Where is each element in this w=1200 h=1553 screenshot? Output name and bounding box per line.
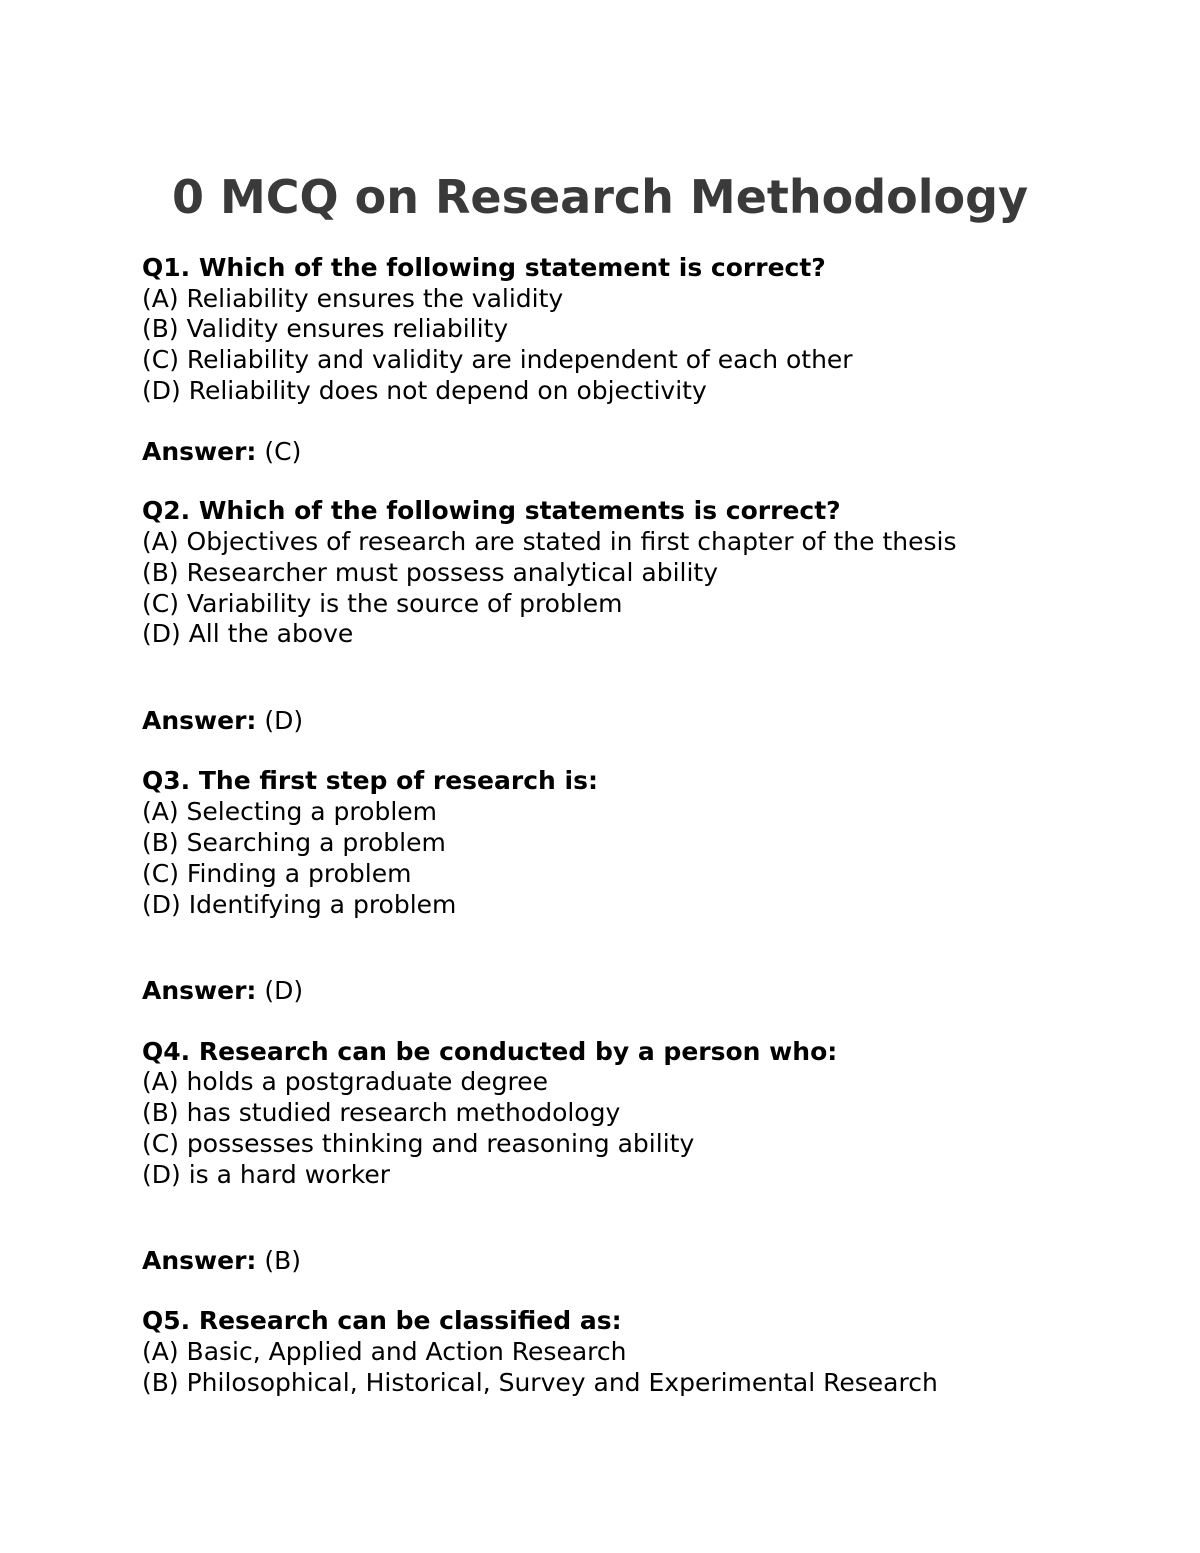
q1-option-d: (D) Reliability does not depend on objectivity xyxy=(142,376,707,405)
q1-option-b: (B) Validity ensures reliability xyxy=(142,314,509,343)
q4-option-b: (B) has studied research methodology xyxy=(142,1098,621,1127)
q1-option-c: (C) Reliability and validity are independent of each other xyxy=(142,345,853,374)
answer-label: Answer: xyxy=(142,437,257,466)
answer-value: (B) xyxy=(264,1246,302,1275)
q4-answer xyxy=(142,1245,301,1276)
answer-value: (D) xyxy=(264,706,304,735)
answer-label: Answer: xyxy=(142,976,257,1005)
q4-option-d: (D) is a hard worker xyxy=(142,1160,390,1189)
q3-answer xyxy=(142,975,303,1006)
q2-option-b: (B) Researcher must possess analytical ability xyxy=(142,558,719,587)
q2-option-a: (A) Objectives of research are stated in first chapter of the thesis xyxy=(142,527,957,556)
q2-answer xyxy=(142,705,303,736)
q2-option-c: (C) Variability is the source of problem xyxy=(142,589,623,618)
document-title: 0 MCQ on Research Methodology xyxy=(171,170,1029,224)
q5-option-a: (A) Basic, Applied and Action Research xyxy=(142,1337,627,1366)
q3-option-a: (A) Selecting a problem xyxy=(142,797,437,826)
q3-option-d: (D) Identifying a problem xyxy=(142,890,457,919)
q3-option-b: (B) Searching a problem xyxy=(142,828,446,857)
q2-option-d: (D) All the above xyxy=(142,619,354,648)
answer-value: (D) xyxy=(264,976,304,1005)
q5-option-b: (B) Philosophical, Historical, Survey and Experimental Research xyxy=(142,1368,938,1397)
q4-option-a: (A) holds a postgraduate degree xyxy=(142,1067,548,1096)
q1-answer xyxy=(142,436,301,467)
q4-option-c: (C) possesses thinking and reasoning ability xyxy=(142,1129,695,1158)
q3-option-c: (C) Finding a problem xyxy=(142,859,412,888)
question-3: Q3. The first step of research is: xyxy=(142,766,598,795)
question-2: Q2. Which of the following statements is correct? xyxy=(142,496,841,525)
question-5: Q5. Research can be classified as: xyxy=(142,1306,622,1335)
answer-label: Answer: xyxy=(142,706,257,735)
question-1: Q1. Which of the following statement is correct? xyxy=(142,253,826,282)
answer-label: Answer: xyxy=(142,1246,257,1275)
q1-option-a: (A) Reliability ensures the validity xyxy=(142,284,564,313)
question-4: Q4. Research can be conducted by a person who: xyxy=(142,1037,838,1066)
answer-value: (C) xyxy=(264,437,302,466)
